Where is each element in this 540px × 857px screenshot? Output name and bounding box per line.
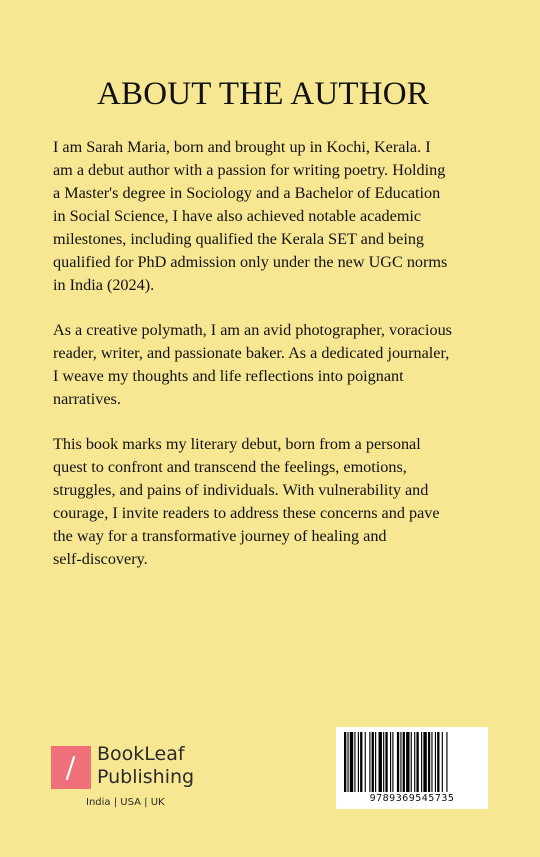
barcode-bar (365, 732, 366, 792)
page-title: ABOUT THE AUTHOR (97, 76, 429, 112)
barcode-bar (379, 732, 382, 792)
barcode-bar (414, 732, 415, 792)
barcode-bar (421, 732, 422, 792)
barcode-bar (416, 732, 418, 792)
barcode-bar (400, 732, 401, 792)
author-bio (53, 136, 489, 593)
barcode-bar (392, 732, 393, 792)
barcode-bar (369, 732, 370, 792)
barcode-bar (347, 732, 348, 792)
bio-paragraph-2: As a creative polymath, I am an avid photographer, voracious reader, writer, and passionate baker. As a dedicated journaler, I weave my thoughts and life reflections into poignant narratives. (53, 321, 452, 408)
isbn-barcode (336, 727, 488, 809)
bio-paragraph-3: This book marks my literary debut, born from a personal quest to confront and transcend the feelings, emotions, struggles, and pains of individuals. With vulnerability and courage, I invite readers to address these concerns and pave the way for a transformative journey of healing and self-discovery. (53, 435, 440, 568)
barcode-bar (344, 732, 346, 792)
barcode-bar (358, 732, 359, 792)
publisher-name: BookLeaf Publishing (97, 743, 195, 788)
barcode-bar (354, 732, 355, 792)
barcode-bar (350, 732, 353, 792)
barcode-bar (372, 732, 374, 792)
barcode-bar (437, 732, 439, 792)
isbn-number: 9789369545735 (369, 793, 455, 804)
barcode-bar (375, 732, 376, 792)
bookleaf-logo-icon (51, 746, 91, 789)
barcode-bar (446, 732, 447, 792)
barcode-icon (342, 732, 482, 792)
barcode-bar (406, 732, 409, 792)
barcode-bar (411, 732, 412, 792)
barcode-bar (428, 732, 430, 792)
barcode-bar (423, 732, 426, 792)
barcode-bar (390, 732, 391, 792)
barcode-bar (403, 732, 405, 792)
barcode-bar (431, 732, 432, 792)
barcode-bar (442, 732, 443, 792)
barcode-bar (360, 732, 362, 792)
bio-paragraph-1: I am Sarah Maria, born and brought up in Kochi, Kerala. I am a debut author with a passion for writing poetry. Holding a Master's degree in Sociology and a Bachelor of Education in Social Science, I have also achieved notable academic milestones, including qualified the Kerala SET and being qualified for PhD admission only under the new UGC norms in India (2024). (53, 138, 448, 294)
barcode-bar (435, 732, 436, 792)
publisher-regions: India | USA | UK (86, 797, 165, 808)
barcode-bar (383, 732, 384, 792)
barcode-bar (397, 732, 399, 792)
barcode-bar (385, 732, 387, 792)
publisher-logo (51, 743, 211, 816)
